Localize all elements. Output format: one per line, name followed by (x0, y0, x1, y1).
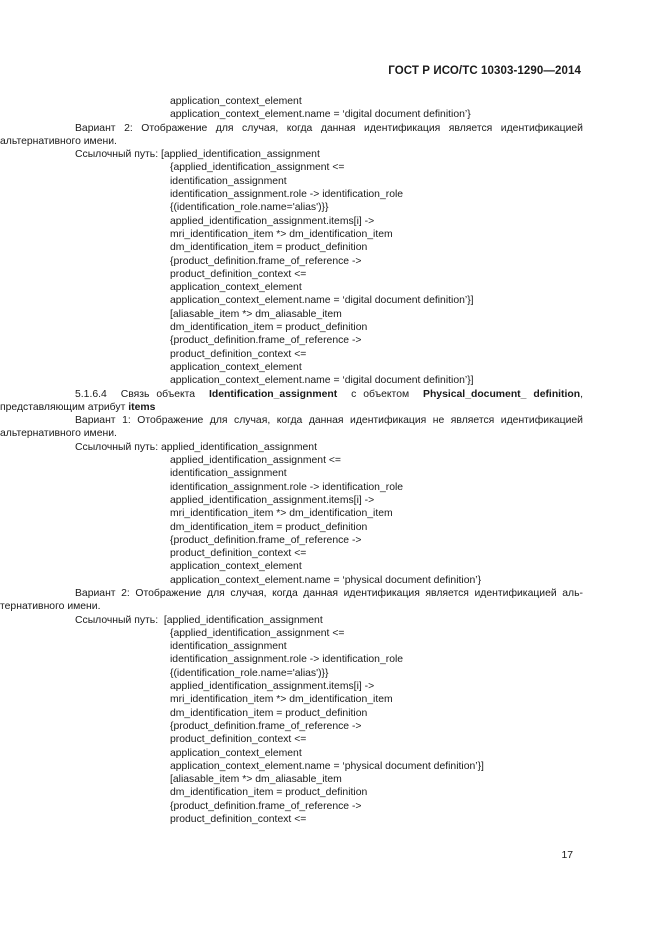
reference-path-2-lines (75, 454, 583, 587)
text-line: mri_identification_item *> dm_identification_item (170, 508, 393, 520)
section-heading-continuation (0, 401, 583, 414)
text-line: application_context_element (170, 282, 302, 294)
text-line: {product_definition.frame_of_reference -> (170, 800, 362, 812)
reference-path-1 (75, 148, 583, 161)
document-header: ГОСТ Р ИСО/ТС 10303-1290—2014 (388, 65, 581, 77)
text-line: applied_identification_assignment.items[i] -> (170, 215, 375, 227)
text-line: application_context_element.name = ‘physical document definition’}] (170, 760, 484, 772)
reference-path-3-lines (75, 627, 583, 826)
reference-path-label: Ссылочный путь: (75, 149, 159, 161)
section-text: представляющим атрибут (0, 401, 126, 413)
text-line: [aliasable_item *> dm_aliasable_item (170, 774, 342, 786)
text-line: application_context_element (170, 96, 302, 107)
text-line: application_context_element (170, 747, 302, 759)
text-line: product_definition_context <= (170, 268, 307, 280)
section-number: 5.1.6.4 (75, 388, 107, 400)
text-line: dm_identification_item = product_definition (170, 322, 368, 334)
entity-name: Physical_document_ definition (423, 388, 581, 400)
text-line: application_context_element (170, 561, 302, 573)
text-line: dm_identification_item = product_definition (170, 521, 368, 533)
text-line: application_context_element (170, 361, 302, 373)
text-line: product_definition_context <= (170, 548, 307, 560)
variant-2b-paragraph: Вариант 2: Отображение для случая, когда данная идентификация является идентификацией аль- (75, 587, 583, 599)
text-line: {(identification_role.name='alias')}} (170, 667, 329, 679)
text-line: applied_identification_assignment.items[i] -> (170, 681, 375, 693)
text-line: product_definition_context <= (170, 348, 307, 360)
section-text: Связь объекта (120, 388, 196, 400)
text-line: mri_identification_item *> dm_identification_item (170, 228, 393, 240)
reference-path-2 (75, 441, 583, 454)
text-line: {product_definition.frame_of_reference -> (170, 534, 362, 546)
text-line: application_context_element.name = ‘physical document definition’} (170, 574, 482, 586)
text-line: identification_assignment (170, 468, 287, 480)
text-line: identification_assignment.role -> identification_role (170, 189, 404, 201)
text-line: identification_assignment.role -> identification_role (170, 654, 404, 666)
text-line: applied_identification_assignment <= (170, 455, 341, 467)
reference-path-1-lines (75, 161, 583, 387)
entity-name: Identification_assignment (209, 388, 338, 400)
text-line: dm_identification_item = product_definition (170, 787, 368, 799)
reference-path-first: applied_identification_assignment (160, 441, 317, 453)
text-line: product_definition_context <= (170, 734, 307, 746)
text-line: identification_assignment.role -> identification_role (170, 481, 404, 493)
text-line: dm_identification_item = product_definition (170, 707, 368, 719)
reference-path-label: Ссылочный путь: (75, 441, 159, 453)
text-line: dm_identification_item = product_definition (170, 242, 368, 254)
attribute-name: items (128, 401, 156, 413)
variant-1-continuation: альтернативного имени. (0, 428, 117, 440)
text-line: [aliasable_item *> dm_aliasable_item (170, 308, 342, 320)
text-line: identification_assignment (170, 641, 287, 653)
variant-2b-continuation: тернативного имени. (0, 601, 101, 613)
text-line: {product_definition.frame_of_reference -> (170, 335, 362, 347)
reference-path-first: [applied_identification_assignment (160, 149, 320, 161)
text-line: product_definition_context <= (170, 814, 307, 826)
section-text: с объектом (351, 388, 410, 400)
text-line: {(identification_role.name='alias')}} (170, 202, 329, 214)
text-line: mri_identification_item *> dm_identification_item (170, 694, 393, 706)
text-line: {applied_identification_assignment <= (170, 627, 345, 639)
page-number: 17 (561, 850, 573, 861)
text-line: {product_definition.frame_of_reference -> (170, 720, 362, 732)
reference-path-3 (75, 614, 583, 627)
text-line: {product_definition.frame_of_reference -> (170, 255, 362, 267)
text-line: application_context_element.name = ‘digital document definition’}] (170, 375, 474, 387)
text-line: application_context_element.name = ‘digital document definition’} (170, 109, 471, 121)
section-text: , (580, 388, 583, 400)
variant-2-paragraph: Вариант 2: Отображение для случая, когда данная идентификация является идентификацией (75, 122, 583, 134)
reference-path-label: Ссылочный путь: (75, 614, 159, 626)
text-line: identification_assignment (170, 175, 287, 187)
reference-path-first: [applied_identification_assignment (163, 614, 323, 626)
text-line: applied_identification_assignment.items[i] -> (170, 494, 375, 506)
text-line: application_context_element.name = ‘digital document definition’}] (170, 295, 474, 307)
section-heading (75, 388, 583, 401)
variant-1-paragraph: Вариант 1: Отображение для случая, когда данная идентификация не является идентификацией (75, 415, 583, 427)
text-line: {applied_identification_assignment <= (170, 162, 345, 174)
variant-2-continuation: альтернативного имени. (0, 135, 117, 147)
document-body (0, 95, 583, 826)
